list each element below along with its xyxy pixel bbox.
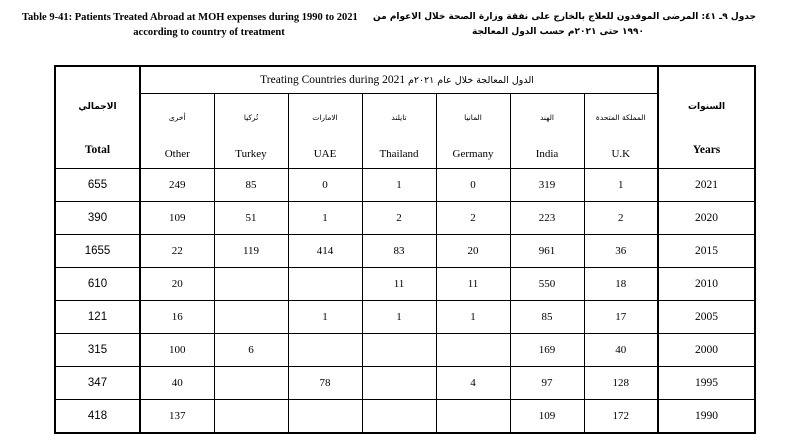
cell-uae: 0 — [288, 169, 362, 202]
cell-uae: 1 — [288, 301, 362, 334]
patients-treated-abroad-table — [54, 65, 756, 434]
country-header-uae-english: UAE — [313, 147, 337, 160]
cell-uk: 2 — [584, 202, 658, 235]
cell-year: 1995 — [658, 367, 755, 400]
cell-year: 2000 — [658, 334, 755, 367]
cell-uk: 40 — [584, 334, 658, 367]
cell-total: 610 — [55, 268, 140, 301]
cell-uk: 36 — [584, 235, 658, 268]
table-row — [55, 235, 755, 268]
cell-thailand: 1 — [362, 169, 436, 202]
cell-uk: 17 — [584, 301, 658, 334]
cell-year: 2005 — [658, 301, 755, 334]
title-english-line2: according to country of treatment — [133, 27, 285, 38]
total-header-arabic: الاجمالي — [78, 101, 117, 112]
country-header-thailand-arabic: تايلند — [391, 112, 407, 122]
table-row — [55, 301, 755, 334]
cell-india: 169 — [510, 334, 584, 367]
group-header-english: Treating Countries during 2021 — [260, 74, 406, 86]
years-header-english: Years — [692, 143, 721, 156]
cell-uae — [288, 400, 362, 434]
cell-uae — [288, 268, 362, 301]
table-container — [54, 65, 754, 434]
cell-total: 655 — [55, 169, 140, 202]
cell-uk: 18 — [584, 268, 658, 301]
cell-other: 40 — [140, 367, 214, 400]
cell-uae: 414 — [288, 235, 362, 268]
cell-year: 1990 — [658, 400, 755, 434]
title-arabic — [373, 10, 756, 40]
cell-year: 2020 — [658, 202, 755, 235]
cell-other: 16 — [140, 301, 214, 334]
cell-thailand — [362, 400, 436, 434]
cell-india: 85 — [510, 301, 584, 334]
cell-turkey — [214, 400, 288, 434]
cell-uk: 128 — [584, 367, 658, 400]
table-head — [55, 66, 755, 169]
cell-germany — [436, 400, 510, 434]
country-header-germany-arabic: المانيا — [464, 112, 482, 122]
cell-total: 347 — [55, 367, 140, 400]
cell-germany: 11 — [436, 268, 510, 301]
title-english-line1: Table 9-41: Patients Treated Abroad at MOH expenses during 1990 to 2021 — [22, 12, 358, 23]
cell-other: 22 — [140, 235, 214, 268]
group-header-arabic: الدول المعالجة خلال عام ٢٠٢١م — [407, 75, 534, 86]
cell-total: 1655 — [55, 235, 140, 268]
cell-thailand — [362, 367, 436, 400]
treating-countries-group-header — [140, 66, 658, 94]
country-header-other — [140, 94, 214, 169]
cell-other: 100 — [140, 334, 214, 367]
title-arabic-line1: جدول ٩ـ ٤١: المرضى الموفدون للعلاج بالخارج على نفقة وزارة الصحة خلال الاعوام من — [373, 12, 756, 22]
cell-turkey: 6 — [214, 334, 288, 367]
cell-other: 249 — [140, 169, 214, 202]
cell-uk: 1 — [584, 169, 658, 202]
cell-turkey: 51 — [214, 202, 288, 235]
total-header-english: Total — [84, 143, 111, 156]
country-header-india-arabic: الهند — [539, 112, 555, 122]
table-row — [55, 169, 755, 202]
cell-thailand — [362, 334, 436, 367]
cell-thailand: 2 — [362, 202, 436, 235]
cell-uae: 1 — [288, 202, 362, 235]
table-row — [55, 268, 755, 301]
table-row — [55, 400, 755, 434]
country-header-india-english: India — [535, 147, 559, 160]
cell-turkey — [214, 301, 288, 334]
cell-germany — [436, 334, 510, 367]
country-header-uk-english: U.K — [611, 147, 631, 160]
cell-uae: 78 — [288, 367, 362, 400]
cell-germany: 2 — [436, 202, 510, 235]
cell-year: 2010 — [658, 268, 755, 301]
cell-germany: 4 — [436, 367, 510, 400]
cell-india: 97 — [510, 367, 584, 400]
cell-thailand: 1 — [362, 301, 436, 334]
cell-year: 2021 — [658, 169, 755, 202]
country-header-india — [510, 94, 584, 169]
country-header-thailand — [362, 94, 436, 169]
country-header-uk-arabic: المملكة المتحدة — [595, 112, 646, 122]
years-header-arabic: السنوات — [688, 101, 726, 112]
years-column-header — [658, 66, 755, 169]
title-arabic-line2: ١٩٩٠ حتى ٢٠٢١م حسب الدول المعالجة — [471, 27, 645, 37]
country-header-germany-english: Germany — [452, 147, 494, 160]
total-column-header — [55, 66, 140, 169]
country-header-uae — [288, 94, 362, 169]
cell-total: 390 — [55, 202, 140, 235]
cell-turkey — [214, 268, 288, 301]
country-header-uk — [584, 94, 658, 169]
cell-uk: 172 — [584, 400, 658, 434]
country-header-turkey-arabic: تُركيا — [243, 112, 259, 122]
title-english — [22, 10, 382, 40]
cell-uae — [288, 334, 362, 367]
cell-germany: 1 — [436, 301, 510, 334]
country-header-thailand-english: Thailand — [379, 147, 419, 160]
cell-india: 109 — [510, 400, 584, 434]
document-title-block — [0, 6, 800, 54]
cell-other: 109 — [140, 202, 214, 235]
country-header-turkey-english: Turkey — [235, 147, 267, 160]
table-row — [55, 367, 755, 400]
table-row — [55, 202, 755, 235]
cell-india: 223 — [510, 202, 584, 235]
cell-india: 550 — [510, 268, 584, 301]
cell-other: 137 — [140, 400, 214, 434]
cell-total: 121 — [55, 301, 140, 334]
cell-india: 319 — [510, 169, 584, 202]
cell-turkey — [214, 367, 288, 400]
country-header-uae-arabic: الامارات — [312, 112, 338, 122]
country-header-other-arabic: أخرى — [168, 112, 186, 122]
country-header-germany — [436, 94, 510, 169]
header-row-countries — [55, 94, 755, 169]
country-header-turkey — [214, 94, 288, 169]
cell-india: 961 — [510, 235, 584, 268]
cell-other: 20 — [140, 268, 214, 301]
country-header-other-english: Other — [164, 147, 190, 160]
table-row — [55, 334, 755, 367]
table-body — [55, 169, 755, 434]
cell-germany: 0 — [436, 169, 510, 202]
cell-total: 418 — [55, 400, 140, 434]
cell-total: 315 — [55, 334, 140, 367]
cell-turkey: 85 — [214, 169, 288, 202]
header-row-group — [55, 66, 755, 94]
cell-thailand: 11 — [362, 268, 436, 301]
cell-year: 2015 — [658, 235, 755, 268]
cell-turkey: 119 — [214, 235, 288, 268]
cell-thailand: 83 — [362, 235, 436, 268]
cell-germany: 20 — [436, 235, 510, 268]
